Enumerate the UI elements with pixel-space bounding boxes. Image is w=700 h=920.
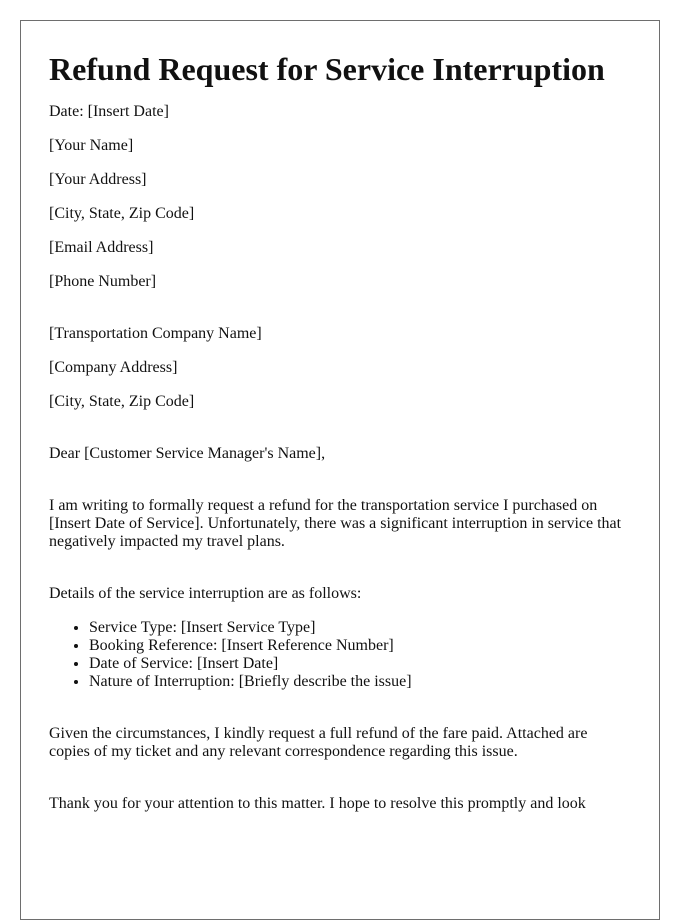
list-item: • Date of Service: [Insert Date] <box>89 655 631 673</box>
spacer <box>49 307 631 325</box>
sender-email: [Email Address] <box>49 239 154 256</box>
recipient-company: [Transportation Company Name] <box>49 325 262 342</box>
spacer <box>49 479 631 497</box>
recipient-city-state-zip: [City, State, Zip Code] <box>49 393 195 410</box>
recipient-address: [Company Address] <box>49 359 178 376</box>
sender-name: [Your Name] <box>49 137 134 154</box>
spacer <box>49 777 631 795</box>
body-paragraph-3: Thank you for your attention to this matter. I hope to resolve this promptly and look <box>49 795 586 812</box>
list-item: • Nature of Interruption: [Briefly describe the issue] <box>89 673 631 691</box>
spacer <box>49 567 631 585</box>
sender-address: [Your Address] <box>49 171 147 188</box>
list-item: • Service Type: [Insert Service Type] <box>89 619 631 637</box>
letter-title: Refund Request for Service Interruption <box>49 51 605 87</box>
spacer <box>49 707 631 725</box>
details-list <box>49 619 631 691</box>
body-paragraph-1: I am writing to formally request a refund for the transportation service I purchased on [Insert Date of Service]. Unfortunately, there was a significant interruption in service that negatively impacted my travel plans. <box>49 497 622 550</box>
body-paragraph-2: Given the circumstances, I kindly request a full refund of the fare paid. Attached are copies of my ticket and any relevant correspondence regarding this issue. <box>49 725 588 760</box>
sender-phone: [Phone Number] <box>49 273 157 290</box>
sender-city-state-zip: [City, State, Zip Code] <box>49 205 195 222</box>
list-item: • Booking Reference: [Insert Reference Number] <box>89 637 631 655</box>
salutation: Dear [Customer Service Manager's Name], <box>49 445 326 462</box>
spacer <box>49 427 631 445</box>
letter-page <box>20 20 660 920</box>
date-line: Date: [Insert Date] <box>49 103 169 120</box>
details-intro: Details of the service interruption are as follows: <box>49 585 362 602</box>
